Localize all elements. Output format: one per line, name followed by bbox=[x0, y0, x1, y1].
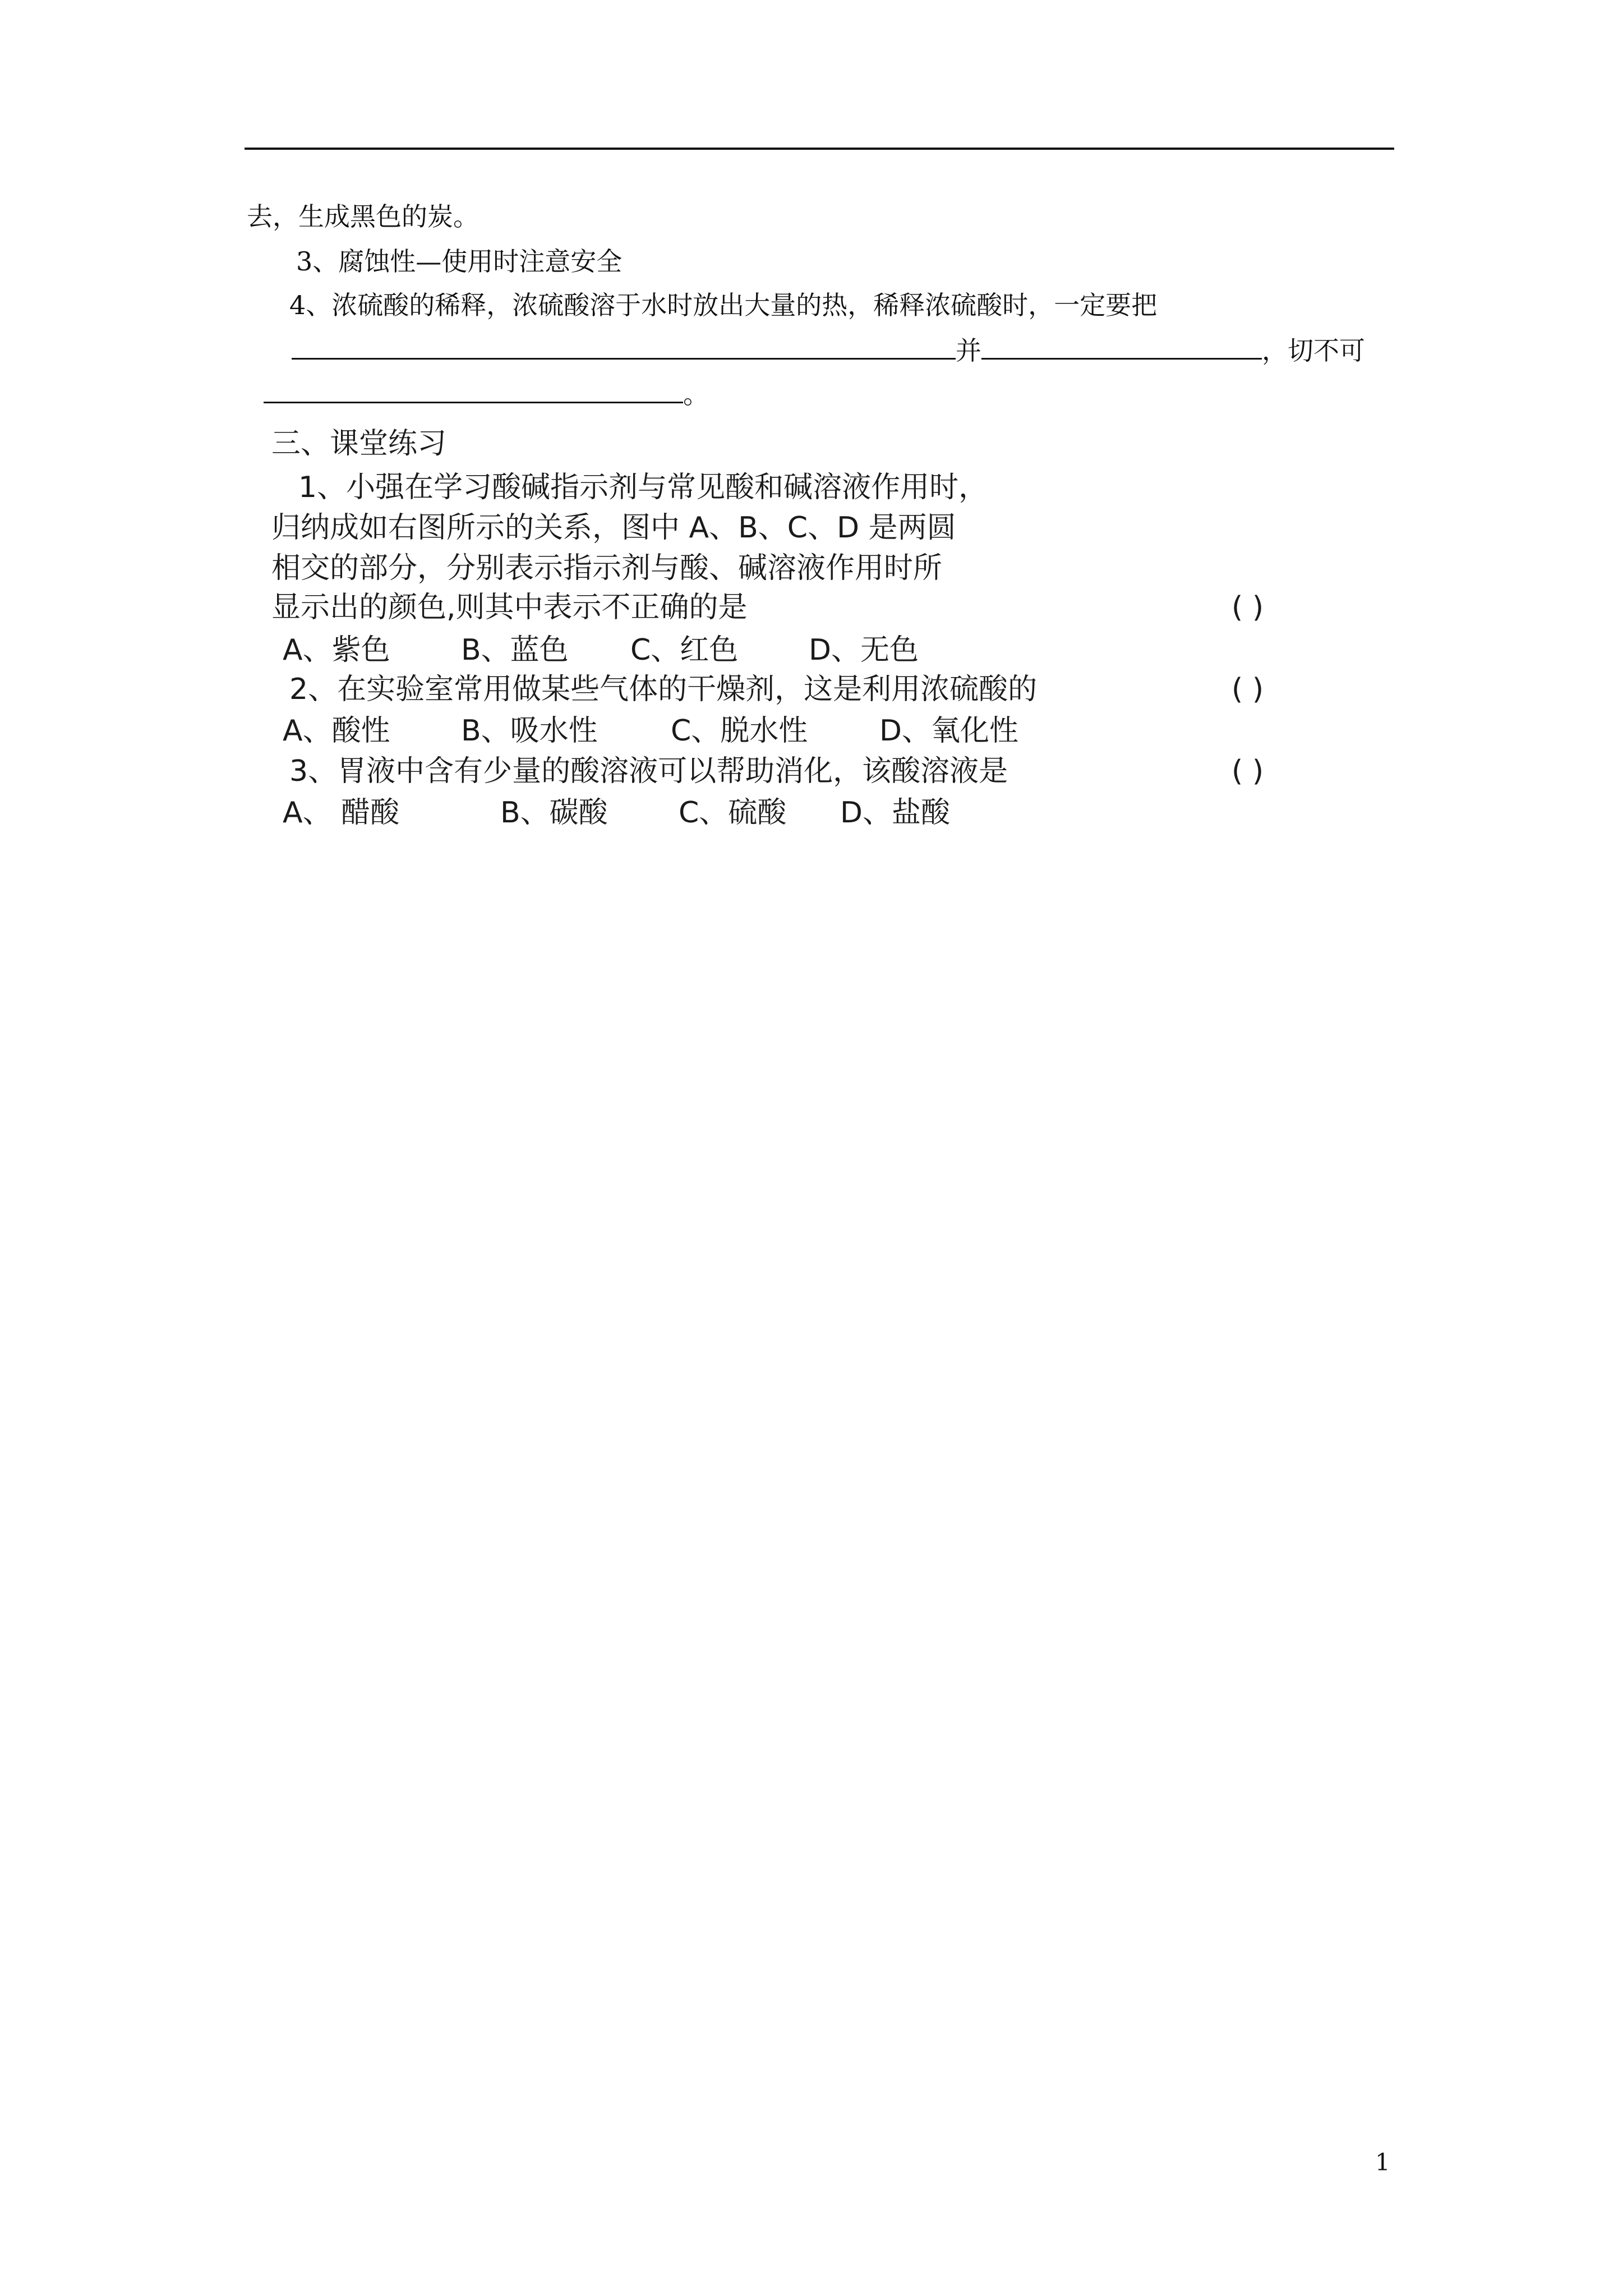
question-3-options bbox=[283, 794, 950, 831]
q1-option-c[interactable]: C、红色 bbox=[630, 633, 739, 667]
question-1-options bbox=[283, 632, 919, 669]
continuation-text: 去，生成黑色的炭。 bbox=[247, 201, 479, 232]
q2-option-c[interactable]: C、脱水性 bbox=[671, 714, 808, 748]
item-4-text: 4、浓硫酸的稀释，浓硫酸溶于水时放出大量的热，稀释浓硫酸时，一定要把 bbox=[289, 290, 1158, 320]
end-punct: 。 bbox=[683, 379, 709, 409]
question-1-stem-line-1: 1、小强在学习酸碱指示剂与常见酸和碱溶液作用时， bbox=[298, 471, 988, 504]
q2-option-b[interactable]: B、吸水性 bbox=[461, 714, 598, 748]
header-rule bbox=[245, 148, 1394, 150]
question-2-stem: 2、在实验室常用做某些气体的干燥剂，这是利用浓硫酸的 bbox=[289, 673, 1038, 706]
connector-and: 并 bbox=[956, 335, 981, 366]
q2-option-a[interactable]: A、酸性 bbox=[283, 714, 390, 748]
answer-blank-2[interactable] bbox=[981, 333, 1262, 360]
q3-option-c[interactable]: C、硫酸 bbox=[679, 796, 787, 830]
question-3-stem: 3、胃液中含有少量的酸溶液可以帮助消化，该酸溶液是 bbox=[289, 754, 1008, 788]
section-title: 三、课堂练习 bbox=[271, 427, 447, 461]
fill-in-line-2 bbox=[264, 377, 709, 411]
q1-option-a[interactable]: A、紫色 bbox=[283, 633, 390, 667]
question-1-stem-line-3: 相交的部分，分别表示指示剂与酸、碱溶液作用时所 bbox=[271, 551, 943, 585]
q3-option-d[interactable]: D、盐酸 bbox=[840, 796, 951, 830]
question-2-options bbox=[283, 712, 1018, 749]
q3-option-b[interactable]: B、碳酸 bbox=[500, 796, 608, 830]
fill-in-line bbox=[292, 333, 1365, 367]
q1-option-d[interactable]: D、无色 bbox=[809, 633, 919, 667]
q2-option-d[interactable]: D、氧化性 bbox=[879, 714, 1019, 748]
page-number: 1 bbox=[1375, 2148, 1390, 2176]
item-3-text: 3、腐蚀性—使用时注意安全 bbox=[296, 246, 623, 277]
question-3-answer-bracket[interactable]: ( ) bbox=[1232, 754, 1264, 788]
question-2-answer-bracket[interactable]: ( ) bbox=[1232, 673, 1264, 706]
question-1-stem-line-2: 归纳成如右图所示的关系，图中 A、B、C、D 是两圆 bbox=[271, 511, 956, 545]
question-1-stem-line-4: 显示出的颜色,则其中表示不正确的是 bbox=[271, 591, 748, 624]
answer-blank-3[interactable] bbox=[264, 377, 683, 403]
q1-option-b[interactable]: B、蓝色 bbox=[461, 633, 569, 667]
connector-never: ，切不可 bbox=[1262, 335, 1365, 366]
question-1-answer-bracket[interactable]: ( ) bbox=[1232, 591, 1264, 624]
answer-blank-1[interactable] bbox=[292, 333, 956, 360]
q3-option-a[interactable]: A、 醋酸 bbox=[283, 796, 400, 830]
